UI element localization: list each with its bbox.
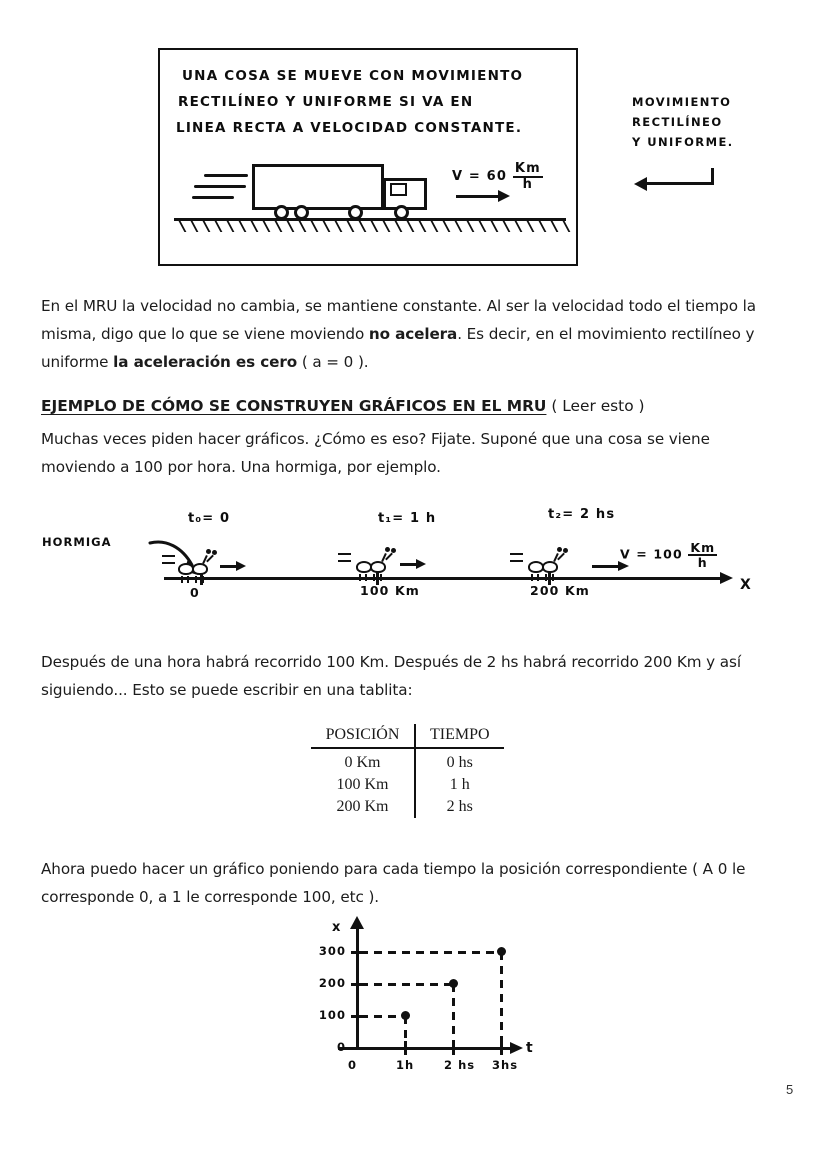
chart-y-tick-label: 300 — [318, 944, 346, 958]
table-header-row — [311, 724, 504, 748]
ant-body — [192, 563, 208, 575]
page-number: 5 — [786, 1082, 794, 1097]
chart-y-axis-arrowhead-icon — [350, 916, 364, 929]
chart-guide-line-vertical — [452, 984, 455, 1048]
ant-position-mark-2: 200 Km — [530, 583, 590, 598]
chart-x-axis-arrowhead-icon — [510, 1042, 523, 1054]
chart-x-tick-label: 1h — [396, 1058, 415, 1072]
ant-sketch-group — [510, 541, 602, 577]
table-header-tiempo: TIEMPO — [415, 724, 504, 748]
chart-x-tick-label: 0 — [348, 1058, 358, 1072]
ant-velocity-symbol: V = 100 — [620, 546, 683, 562]
ant-position-axis — [164, 577, 724, 580]
truck-velocity-unit — [513, 162, 543, 191]
chart-data-point — [401, 1011, 410, 1020]
ant-label: HORMIGA — [42, 535, 112, 549]
chart-y-axis-label: x — [332, 920, 342, 935]
section-heading — [41, 392, 801, 420]
p1-bold-aceleracion-cero: la aceleración es cero — [113, 353, 298, 371]
side-caption-line-3: Y UNIFORME. — [632, 135, 734, 150]
p1-text-part-3: ( a = 0 ). — [297, 353, 369, 371]
ant-position-mark-1: 100 Km — [360, 583, 420, 598]
p1-text-part-1: En el MRU la velocidad no cambia, se mantiene constante. Al ser la velocidad todo el tiempo la misma, digo que lo que se viene moviendo — [41, 297, 756, 343]
chart-x-axis — [338, 1047, 514, 1050]
chart-data-point — [449, 979, 458, 988]
position-time-table — [311, 724, 504, 818]
truck-velocity-label — [452, 162, 543, 191]
truck-velocity-symbol: V = 60 — [452, 169, 508, 185]
chart-guide-line-horizontal — [360, 1015, 405, 1018]
cartoon-text-line-3: LINEA RECTA A VELOCIDAD CONSTANTE. — [176, 120, 523, 136]
mru-definition-cartoon-box — [158, 48, 578, 266]
chart-guide-line-horizontal — [360, 983, 453, 986]
side-caption-line-1: MOVIMIENTO — [632, 95, 732, 109]
chart-guide-line-vertical — [500, 952, 503, 1048]
section-heading-tail: ( Leer esto ) — [546, 397, 645, 415]
ground-hatching — [174, 218, 566, 236]
ant-sketch-group — [162, 543, 248, 579]
ant-time-mark-2: t₂= 2 hs — [548, 507, 616, 522]
ant-direction-arrow-icon — [220, 561, 246, 571]
side-caption-line-2: RECTILÍNEO — [632, 115, 723, 130]
ant-position-mark-0: 0 — [190, 585, 200, 600]
ant-velocity-label — [620, 541, 717, 569]
chart-x-tick-label: 3hs — [492, 1058, 519, 1072]
table-cell-position: 0 Km — [311, 748, 415, 774]
table-row — [311, 796, 504, 818]
chart-y-tick-label: 100 — [318, 1008, 346, 1022]
chart-data-point — [497, 947, 506, 956]
ant-time-mark-1: t₁= 1 h — [378, 511, 437, 526]
chart-guide-line-horizontal — [360, 951, 501, 954]
p1-bold-no-acelera: no acelera — [368, 325, 458, 343]
p1-text-part-2: . Es decir, en el movimiento rectilíneo y uniforme — [41, 325, 755, 371]
truck-direction-arrow-icon — [456, 190, 510, 202]
paragraph-graph-instruction: Ahora puedo hacer un gráfico poniendo para cada tiempo la posición correspondiente ( A 0 le corresponde 0, a 1 le corresponde 100, etc ). — [41, 860, 746, 906]
table-cell-time: 1 h — [449, 776, 470, 793]
table-row — [311, 748, 504, 774]
truck-illustration — [252, 160, 452, 222]
ant-direction-arrow-icon — [400, 559, 426, 569]
table-header-posicion: POSICIÓN — [311, 724, 415, 748]
truck-trailer — [252, 164, 384, 210]
cartoon-text-line-2: RECTILÍNEO Y UNIFORME SI VA EN — [178, 94, 474, 110]
chart-x-tick-label: 2 hs — [444, 1058, 476, 1072]
truck-cab-window — [390, 183, 407, 196]
ant-body — [370, 561, 386, 573]
chart-guide-line-vertical — [404, 1016, 407, 1048]
side-caption — [632, 92, 812, 152]
truck-velocity-unit-denominator: h — [522, 176, 534, 192]
paragraph-distance-summary: Después de una hora habrá recorrido 100 Km. Después de 2 hs habrá recorrido 200 Km y así siguiendo... Esto se puede escribir en una tablita: — [41, 653, 741, 699]
paragraph-mru-constant-velocity — [41, 292, 781, 376]
ant-sketch-group — [338, 541, 430, 577]
table-row — [311, 774, 504, 796]
table-cell-time: 2 hs — [446, 798, 473, 815]
section-heading-main: EJEMPLO DE CÓMO SE CONSTRUYEN GRÁFICOS EN EL MRU — [41, 397, 547, 415]
ant-axis-arrowhead-icon — [720, 572, 733, 584]
chart-x-axis-label: t — [526, 1040, 534, 1056]
ant-velocity-unit-denominator: h — [697, 555, 708, 571]
chart-y-tick-label: 0 — [336, 1040, 346, 1054]
ant-axis-label-x: X — [740, 577, 753, 593]
motion-speed-lines-icon — [192, 174, 248, 204]
ant-velocity-unit — [688, 541, 717, 569]
paragraph-graphics-intro: Muchas veces piden hacer gráficos. ¿Cómo es eso? Fijate. Suponé que una cosa se viene moviendo a 100 por hora. Una hormiga, por ejemplo. — [41, 430, 710, 476]
table-cell-position: 200 Km — [311, 796, 415, 818]
cartoon-text-line-1: UNA COSA SE MUEVE CON MOVIMIENTO — [182, 68, 524, 84]
table-cell-position: 100 Km — [311, 774, 415, 796]
ant-motion-diagram — [40, 505, 760, 605]
chart-y-tick-label: 200 — [318, 976, 346, 990]
caption-pointer-arrow-icon — [634, 168, 720, 198]
truck-velocity-unit-numerator: Km — [514, 161, 541, 176]
chart-y-axis — [356, 926, 359, 1050]
ant-body — [542, 561, 558, 573]
ant-velocity-unit-numerator: Km — [690, 540, 716, 555]
ant-time-mark-0: t₀= 0 — [188, 511, 231, 526]
position-time-chart — [318, 918, 548, 1072]
table-cell-time: 0 hs — [446, 754, 473, 771]
